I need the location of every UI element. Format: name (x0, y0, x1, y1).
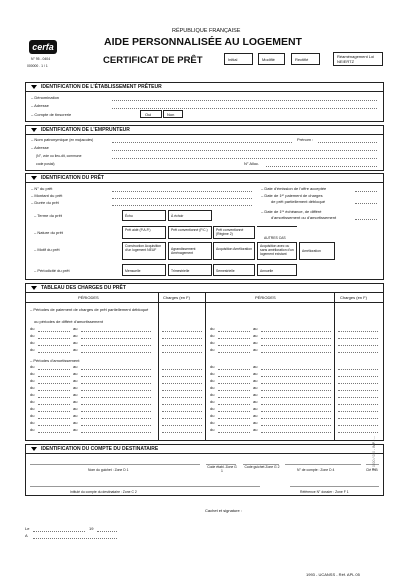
period-to-field[interactable] (81, 331, 151, 332)
period-from-field[interactable] (38, 425, 70, 426)
lender-address-field[interactable] (112, 108, 377, 109)
triangle-icon (31, 128, 37, 132)
period-to-field[interactable] (81, 404, 151, 405)
period-from-field[interactable] (218, 376, 250, 377)
charge-amount-field[interactable] (162, 390, 202, 391)
period-from-label: du (30, 406, 35, 411)
period-to-label: au (253, 392, 258, 397)
period-from-field[interactable] (38, 383, 70, 384)
period-to-field[interactable] (81, 383, 151, 384)
loan-amount-label: – Montant du prêt (31, 193, 63, 198)
first-due-label: – Date de 1ʳᵉ échéance, de différé (261, 209, 322, 214)
first-payment-label-2: de prêt partiellement débloqué (271, 199, 326, 204)
period-from-label: du (210, 385, 215, 390)
account-section-title: IDENTIFICATION DU COMPTE DU DESTINATAIRE (31, 446, 158, 452)
period-to-label: au (253, 406, 258, 411)
period-to-label: au (73, 420, 78, 425)
charge-amount-field[interactable] (338, 411, 378, 412)
periodicity-semiannual-option[interactable]: Semestrielle (213, 264, 255, 276)
branch-code-label: Code guichet Zone G 2 (244, 465, 280, 469)
place-a-label: A (25, 533, 28, 538)
cachet-label: Cachet et signature : (205, 508, 242, 513)
motif-acquisition-amelioration-option[interactable]: Acquisition Amélioration (213, 242, 255, 260)
period-to-label: au (253, 340, 258, 345)
charge-amount-field[interactable] (338, 404, 378, 405)
period-from-field[interactable] (38, 404, 70, 405)
triangle-icon (31, 286, 37, 290)
alloc-field[interactable] (266, 166, 377, 167)
status-rectifie[interactable]: Rectifié (291, 53, 320, 65)
triangle-icon (31, 447, 37, 451)
first-payment-field[interactable] (355, 203, 377, 204)
period-from-field[interactable] (38, 397, 70, 398)
year-field[interactable] (97, 531, 117, 532)
period-to-field[interactable] (261, 345, 331, 346)
period-from-label: du (30, 326, 35, 331)
nature-pc-option[interactable]: Prêt conventionné (P.C.) (168, 226, 212, 239)
period-to-label: au (73, 378, 78, 383)
period-from-field[interactable] (218, 383, 250, 384)
period-from-label: du (30, 347, 35, 352)
charge-amount-field[interactable] (338, 432, 378, 433)
address-hint-2: code postal) (36, 162, 55, 166)
account-number-label: N° de compte : Zone D 4 (297, 468, 335, 472)
period-from-label: du (210, 399, 215, 404)
motif-construction-option[interactable]: Construction Acquisition d'un logement NEUF (122, 242, 166, 260)
side-print-reference: F 0000 / 000 - IMP. : ... (372, 435, 376, 470)
period-from-field[interactable] (38, 411, 70, 412)
charges-note-3: – Périodes d'amortissement (30, 358, 80, 363)
period-from-field[interactable] (38, 352, 70, 353)
nature-pc-regime2-option[interactable]: Prêt conventionné (Régime 2) (213, 226, 255, 239)
bank-name-label: Nom du guichet : Zone D 1 (88, 468, 129, 472)
term-a-echoir-option[interactable]: À échoir (168, 210, 212, 221)
divider (25, 453, 384, 454)
period-to-label: au (73, 427, 78, 432)
period-from-field[interactable] (218, 390, 250, 391)
period-to-field[interactable] (261, 425, 331, 426)
nature-other-label: AUTRES CAS (264, 236, 286, 240)
period-to-field[interactable] (81, 345, 151, 346)
lender-address-label: – Adresse (31, 103, 49, 108)
term-echu-option[interactable]: Échu (122, 210, 166, 221)
divider (25, 91, 384, 92)
footer-reference: 1993 - UCANSS - Réf. APL 05 (306, 572, 360, 577)
loan-section-title: IDENTIFICATION DU PRÊT (31, 175, 104, 181)
loan-number-field[interactable] (112, 191, 252, 192)
period-to-label: au (253, 378, 258, 383)
charge-amount-field[interactable] (338, 397, 378, 398)
col-header-periods-right: PÉRIODES (255, 295, 276, 300)
period-from-label: du (210, 347, 215, 352)
borrower-address-label: – Adresse (31, 145, 49, 150)
charge-amount-field[interactable] (162, 369, 202, 370)
divider (25, 182, 384, 183)
period-from-label: du (210, 326, 215, 331)
charge-amount-field[interactable] (338, 390, 378, 391)
period-to-label: au (253, 385, 258, 390)
triangle-icon (31, 85, 37, 89)
period-from-label: du (30, 378, 35, 383)
period-from-field[interactable] (38, 376, 70, 377)
alloc-label: N° Alloc. (244, 161, 260, 166)
charge-amount-field[interactable] (162, 411, 202, 412)
loan-term-label: – Terme du prêt (34, 213, 62, 218)
period-from-label: du (210, 340, 215, 345)
charge-amount-field[interactable] (338, 338, 378, 339)
period-to-label: au (73, 399, 78, 404)
period-from-label: du (30, 427, 35, 432)
period-to-label: au (73, 340, 78, 345)
period-from-label: du (30, 392, 35, 397)
period-to-field[interactable] (81, 418, 151, 419)
charge-amount-field[interactable] (338, 418, 378, 419)
period-to-field[interactable] (261, 404, 331, 405)
period-to-field[interactable] (261, 411, 331, 412)
period-to-label: au (253, 364, 258, 369)
period-to-label: au (73, 347, 78, 352)
period-from-label: du (30, 333, 35, 338)
period-to-field[interactable] (81, 376, 151, 377)
charge-amount-field[interactable] (162, 376, 202, 377)
offer-date-field[interactable] (355, 191, 377, 192)
period-to-field[interactable] (81, 425, 151, 426)
period-to-label: au (253, 399, 258, 404)
form-number: N° 95 - 0404 (31, 57, 51, 61)
period-from-field[interactable] (218, 369, 250, 370)
col-header-charges-right: Charges (en F) (340, 295, 367, 300)
col-header-charges-left: Charges (en F) (163, 295, 190, 300)
place-field[interactable] (33, 538, 117, 539)
period-to-field[interactable] (261, 432, 331, 433)
period-from-label: du (30, 364, 35, 369)
cerfa-logo: cerfa (29, 40, 57, 54)
period-to-label: au (73, 413, 78, 418)
period-to-field[interactable] (261, 369, 331, 370)
first-due-label-2: d'amortissement ou d'amortissement (271, 215, 337, 220)
period-to-field[interactable] (261, 338, 331, 339)
period-from-field[interactable] (38, 345, 70, 346)
period-to-label: au (253, 371, 258, 376)
period-from-label: du (30, 340, 35, 345)
lender-account-label: – Compte de tinscrerie (31, 112, 72, 117)
first-due-field[interactable] (355, 219, 377, 220)
charge-amount-field[interactable] (162, 352, 202, 353)
period-from-label: du (210, 378, 215, 383)
column-divider (158, 292, 159, 441)
period-from-field[interactable] (218, 404, 250, 405)
certificate-title: CERTIFICAT DE PRÊT (103, 55, 203, 66)
period-from-field[interactable] (218, 418, 250, 419)
period-from-label: du (30, 371, 35, 376)
nature-other-option[interactable] (257, 226, 297, 239)
divider (25, 134, 384, 135)
periodicity-annual-option[interactable]: Annuelle (257, 264, 297, 276)
periodicity-label: – Périodicité du prêt (34, 268, 70, 273)
period-from-field[interactable] (218, 345, 250, 346)
charges-section-title: TABLEAU DES CHARGES DU PRÊT (31, 285, 126, 291)
status-initial[interactable]: Initial (224, 53, 253, 65)
period-to-field[interactable] (261, 352, 331, 353)
charges-note-1: – Périodes de paiement de charges de prêt partiellement débloqué (30, 307, 149, 312)
period-to-label: au (253, 333, 258, 338)
lender-name-label: – Dénomination (31, 95, 60, 100)
period-from-label: du (210, 427, 215, 432)
period-to-field[interactable] (81, 390, 151, 391)
period-from-field[interactable] (218, 338, 250, 339)
periodicity-quarterly-option[interactable]: Trimestrielle (168, 264, 212, 276)
status-modifie[interactable]: Modifié (258, 53, 285, 65)
period-from-field[interactable] (218, 397, 250, 398)
period-to-label: au (73, 326, 78, 331)
loan-number-label: – N° du prêt (31, 186, 53, 191)
period-from-label: du (210, 333, 215, 338)
period-to-field[interactable] (261, 331, 331, 332)
period-from-field[interactable] (218, 432, 250, 433)
charge-amount-field[interactable] (162, 425, 202, 426)
borrower-name-field[interactable] (112, 142, 292, 143)
period-to-field[interactable] (261, 397, 331, 398)
period-from-label: du (30, 413, 35, 418)
borrower-name-label: – Nom patronymique (en majuscules) (31, 137, 94, 142)
period-from-field[interactable] (38, 369, 70, 370)
period-to-label: au (73, 385, 78, 390)
period-from-label: du (210, 413, 215, 418)
form-ref: 000000 . 1 / 1 (27, 64, 48, 68)
status-reamenagement[interactable]: Réaménagement Loi NEIERTZ (333, 52, 383, 66)
charge-amount-field[interactable] (162, 331, 202, 332)
motif-amelioration-option[interactable]: Amélioration (299, 242, 335, 260)
borrower-section-title: IDENTIFICATION DE L'EMPRUNTEUR (31, 127, 130, 133)
period-from-field[interactable] (38, 418, 70, 419)
choice-oui[interactable]: Oui (140, 110, 162, 118)
period-from-field[interactable] (38, 432, 70, 433)
borrower-address-field-2[interactable] (112, 158, 377, 159)
charge-amount-field[interactable] (338, 345, 378, 346)
loan-duration-label: – Durée du prêt (31, 200, 59, 205)
charge-amount-field[interactable] (338, 352, 378, 353)
charge-amount-field[interactable] (338, 369, 378, 370)
period-to-label: au (73, 364, 78, 369)
page-title: AIDE PERSONNALISÉE AU LOGEMENT (104, 36, 302, 48)
charge-amount-field[interactable] (162, 383, 202, 384)
file-reference-label: Référence N° dossier : Zone F 1 (300, 490, 349, 494)
borrower-address-field[interactable] (112, 150, 377, 151)
period-from-label: du (30, 420, 35, 425)
charge-amount-field[interactable] (162, 418, 202, 419)
period-to-field[interactable] (81, 369, 151, 370)
period-to-label: au (73, 406, 78, 411)
date-year-prefix: 19 (89, 526, 94, 531)
charge-amount-field[interactable] (338, 376, 378, 377)
prenom-field[interactable] (318, 142, 377, 143)
period-from-label: du (30, 385, 35, 390)
loan-duration-field[interactable] (112, 205, 252, 206)
periodicity-monthly-option[interactable]: Mensuelle (122, 264, 166, 276)
offer-date-label: – Date d'émission de l'offre acceptée (261, 186, 327, 191)
period-from-field[interactable] (218, 411, 250, 412)
period-from-field[interactable] (218, 352, 250, 353)
file-reference-field[interactable] (290, 486, 379, 487)
first-payment-label: – Date de 1ᵉʳ paiement de charges (261, 193, 323, 198)
loan-nature-label: – Nature du prêt (34, 230, 63, 235)
lender-name-field[interactable] (112, 100, 377, 101)
period-to-label: au (253, 420, 258, 425)
period-from-field[interactable] (38, 390, 70, 391)
account-number-field[interactable] (285, 464, 361, 465)
charge-amount-field[interactable] (162, 404, 202, 405)
period-from-field[interactable] (38, 331, 70, 332)
period-to-field[interactable] (261, 383, 331, 384)
nature-pap-option[interactable]: Prêt aidé (P.A.P.) (122, 226, 166, 239)
col-header-periods-left: PÉRIODES (78, 295, 99, 300)
period-to-field[interactable] (81, 397, 151, 398)
lender-section-title: IDENTIFICATION DE L'ÉTABLISSEMENT PRÊTEUR (31, 84, 162, 90)
period-to-label: au (253, 427, 258, 432)
republic-label: RÉPUBLIQUE FRANÇAISE (172, 28, 241, 34)
period-to-label: au (253, 347, 258, 352)
rib-key-label: Clé RIB (366, 468, 378, 472)
period-to-field[interactable] (261, 418, 331, 419)
period-to-field[interactable] (81, 338, 151, 339)
period-to-field[interactable] (81, 411, 151, 412)
date-le-label: Le (25, 526, 30, 531)
period-to-label: au (73, 333, 78, 338)
period-from-field[interactable] (218, 331, 250, 332)
charge-amount-field[interactable] (162, 432, 202, 433)
charges-note-2: ou périodes de différé d'amortissement (34, 319, 103, 324)
charge-amount-field[interactable] (338, 425, 378, 426)
date-field[interactable] (33, 531, 85, 532)
period-to-field[interactable] (261, 376, 331, 377)
choice-non[interactable]: Non (163, 110, 183, 118)
charge-amount-field[interactable] (162, 338, 202, 339)
motif-acquisition-existant-option[interactable]: Acquisition avec ou sans amélioration d'un logement existant (257, 242, 297, 260)
period-to-label: au (73, 371, 78, 376)
loan-purpose-label: – Motif du prêt (34, 247, 60, 252)
period-to-label: au (73, 392, 78, 397)
period-to-label: au (253, 413, 258, 418)
charge-amount-field[interactable] (162, 397, 202, 398)
account-holder-field[interactable] (30, 486, 260, 487)
bank-name-field[interactable] (30, 464, 200, 465)
period-to-field[interactable] (261, 390, 331, 391)
triangle-icon (31, 176, 37, 180)
address-hint-1: (N°, voie ou lieu-dit, commune (36, 154, 82, 158)
column-divider (334, 292, 335, 441)
column-divider (205, 292, 206, 441)
charge-amount-field[interactable] (338, 383, 378, 384)
period-from-label: du (210, 406, 215, 411)
bank-code-label: Code établ. Zone G 1 (207, 465, 237, 473)
loan-amount-field[interactable] (112, 198, 252, 199)
period-from-label: du (30, 399, 35, 404)
period-from-label: du (210, 364, 215, 369)
motif-agrandissement-option[interactable]: Agrandissement Aménagement (168, 242, 212, 260)
period-to-label: au (253, 326, 258, 331)
account-holder-label: Intitulé du compte du destinataire : Zone C 2 (70, 490, 137, 494)
period-from-label: du (210, 392, 215, 397)
period-to-field[interactable] (81, 432, 151, 433)
period-from-label: du (210, 371, 215, 376)
prenom-label: Prénom : (297, 137, 314, 142)
period-to-field[interactable] (81, 352, 151, 353)
charge-amount-field[interactable] (338, 331, 378, 332)
period-from-field[interactable] (38, 338, 70, 339)
period-from-field[interactable] (218, 425, 250, 426)
charge-amount-field[interactable] (162, 345, 202, 346)
period-from-label: du (210, 420, 215, 425)
